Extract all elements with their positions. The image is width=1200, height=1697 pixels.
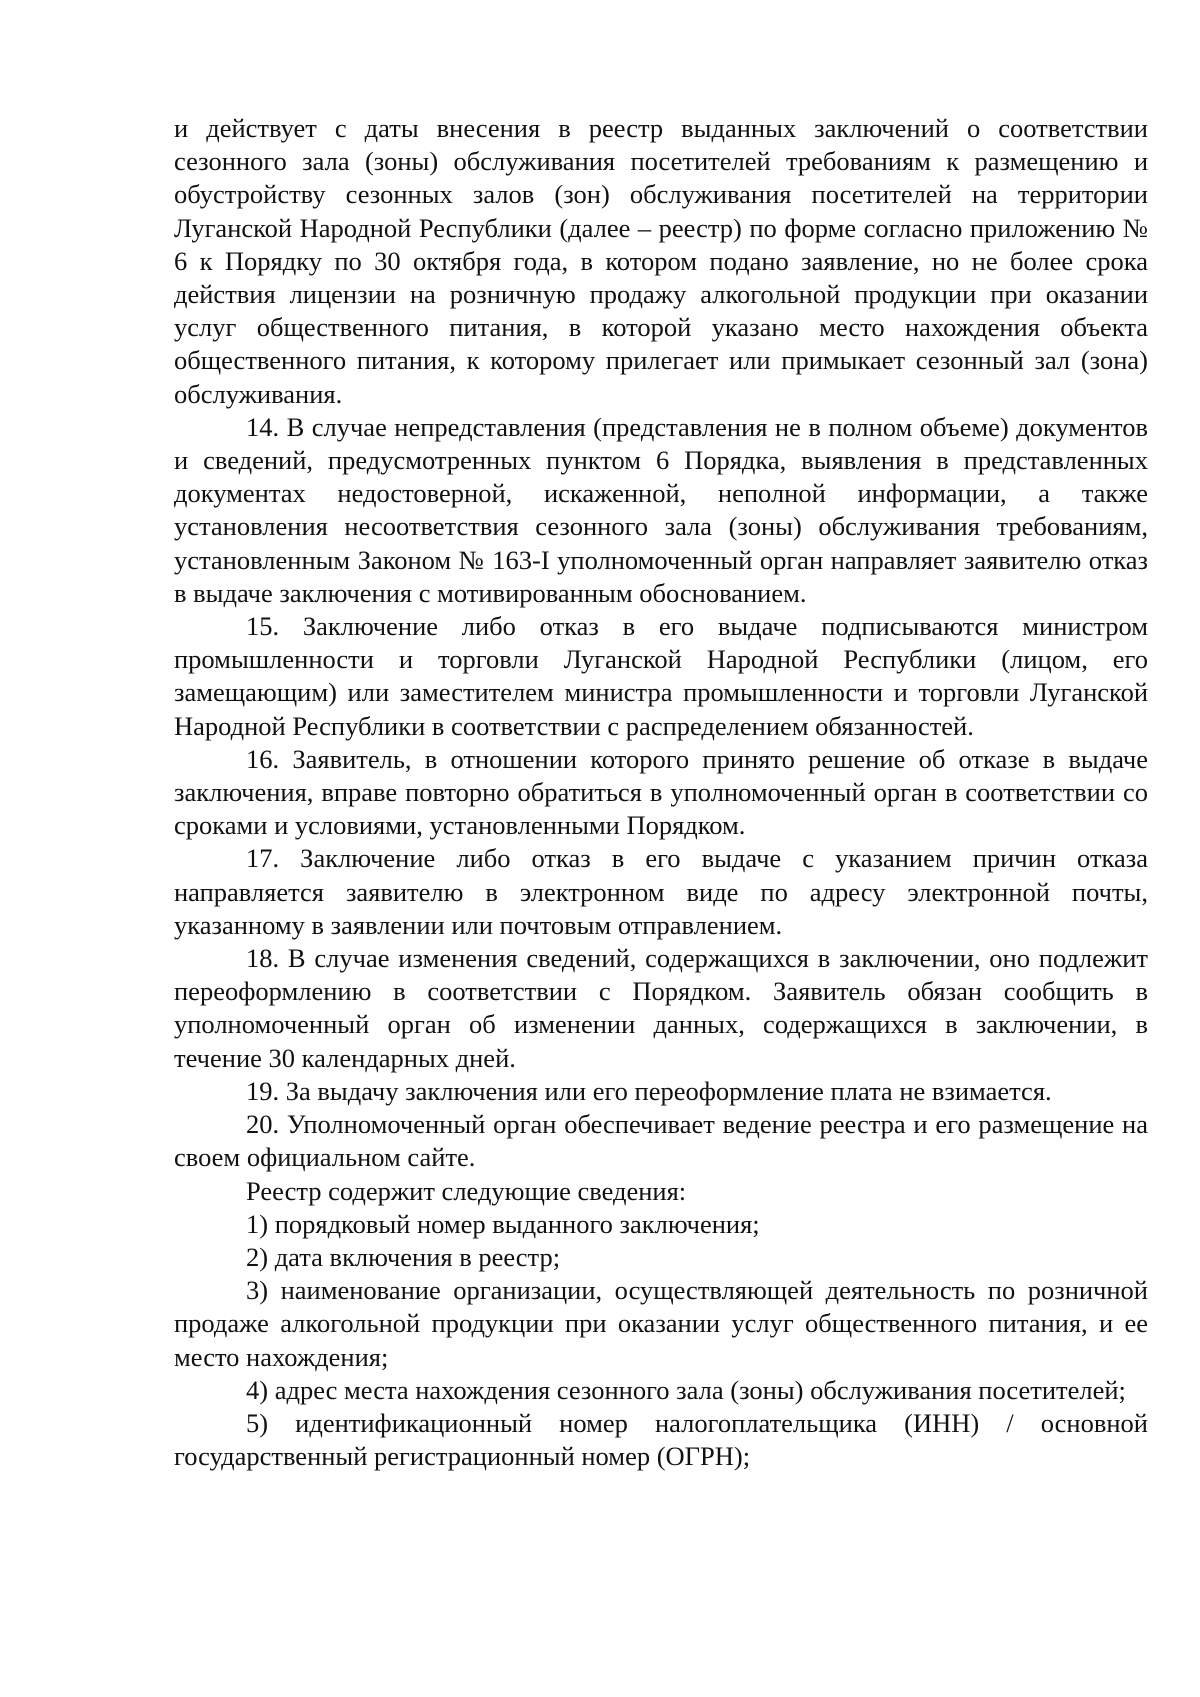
registry-item-4: 4) адрес места нахождения сезонного зала (зоны) обслуживания посетителей; xyxy=(246,1374,1126,1405)
paragraph-13-continuation: и действует с даты внесения в реестр выданных заключений о соответствии сезонного зала (зоны) обслуживания посетителей требованиям к размещению и обустройству сезонных залов (зон) обслуживания посетителей на территории Луганской Народной Республики (далее – реестр) по форме согласно приложению № 6 к Порядку по 30 октября года, в котором подано заявление, но не более срока действия лицензии на розничную продажу алкогольной продукции при оказании услуг общественного питания, в которой указано место нахождения объекта общественного питания, к которому прилегает или примыкает сезонный зал (зона) обслуживания. xyxy=(174,113,1148,409)
registry-item-3: 3) наименование организации, осуществляющей деятельность по розничной продаже алкогольной продукции при оказании услуг общественного питания, и ее место нахождения; xyxy=(174,1275,1148,1372)
registry-item-1: 1) порядковый номер выданного заключения; xyxy=(246,1208,760,1239)
paragraph-20: 20. Уполномоченный орган обеспечивает ведение реестра и его размещение на своем официальном сайте. xyxy=(174,1109,1148,1173)
registry-intro: Реестр содержит следующие сведения: xyxy=(246,1175,687,1206)
registry-item-2: 2) дата включения в реестр; xyxy=(246,1241,561,1272)
paragraph-19: 19. За выдачу заключения или его переоформление плата не взимается. xyxy=(246,1075,1052,1106)
document-page xyxy=(174,112,1148,1473)
paragraph-18: 18. В случае изменения сведений, содержащихся в заключении, оно подлежит переоформлению в соответствии с Порядком. Заявитель обязан сообщить в уполномоченный орган об изменении данных, содержащихся в заключении, в течение 30 календарных дней. xyxy=(174,943,1148,1073)
paragraph-16: 16. Заявитель, в отношении которого принято решение об отказе в выдаче заключения, вправе повторно обратиться в уполномоченный орган в соответствии со сроками и условиями, установленными Порядком. xyxy=(174,743,1148,841)
paragraph-15: 15. Заключение либо отказ в его выдаче подписываются министром промышленности и торговли Луганской Народной Республики (лицом, его замещающим) или заместителем министра промышленности и торговли Луганской Народной Республики в соответствии с распределением обязанностей. xyxy=(174,611,1148,741)
paragraph-14: 14. В случае непредставления (представления не в полном объеме) документов и сведений, предусмотренных пунктом 6 Порядка, выявления в представленных документах недостоверной, искаженной, неполной информации, а также установления несоответствия сезонного зала (зоны) обслуживания требованиям, установленным Законом № 163-I уполномоченный орган направляет заявителю отказ в выдаче заключения с мотивированным обоснованием. xyxy=(174,411,1148,608)
paragraph-17: 17. Заключение либо отказ в его выдаче с указанием причин отказа направляется заявителю в электронном виде по адресу электронной почты, указанному в заявлении или почтовым отправлением. xyxy=(174,843,1148,940)
registry-item-5: 5) идентификационный номер налогоплательщика (ИНН) / основной государственный регистрационный номер (ОГРН); xyxy=(174,1407,1148,1472)
